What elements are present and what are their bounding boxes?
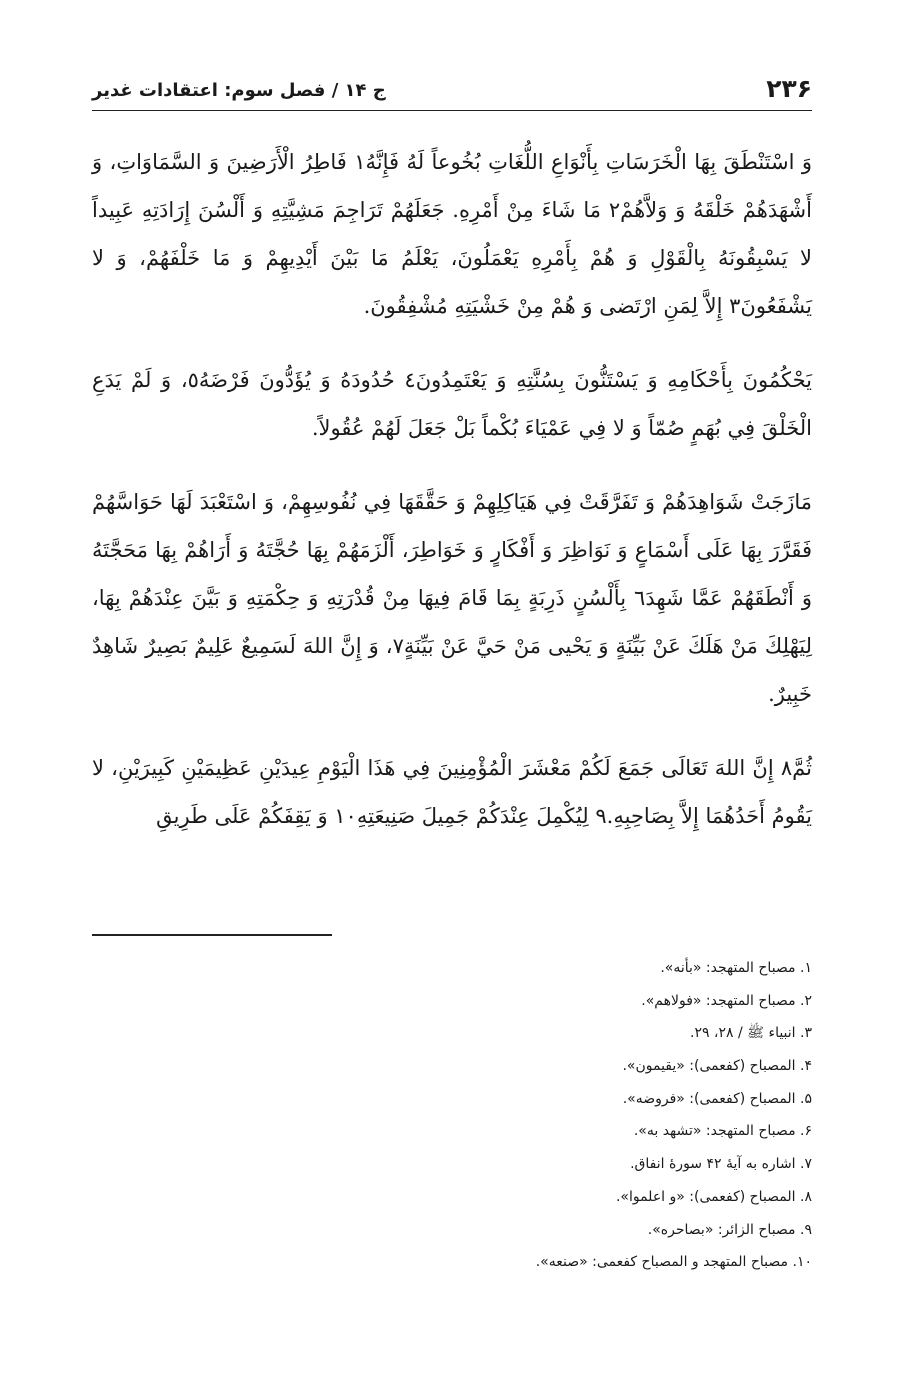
footnote: ۱۰. مصباح المتهجد و المصباح كفعمى: «صنعه». (535, 1254, 812, 1271)
footnote-divider (92, 934, 332, 936)
paragraph: وَ اسْتَنْطَقَ بِهَا الْخَرَسَاتِ بِأَنْوَاعِ اللُّغَاتِ بُخُوعاً لَهُ فَإِنَّهُ١ فَاطِرُ الْأَرَضِينَ وَ السَّمَاوَاتِ، وَ أَشْهَدَهُمْ خَلْقَهُ وَ وَلاَّهُمْ٢ مَا شَاءَ مِنْ أَمْرِهِ. جَعَلَهُمْ تَرَاجِمَ مَشِيَّتِهِ وَ أَلْسُنَ إِرَادَتِهِ عَبِيداً لا يَسْبِقُونَهُ بِالْقَوْلِ وَ هُمْ بِأَمْرِهِ يَعْمَلُونَ، يَعْلَمُ مَا بَيْنَ أَيْدِيهِمْ وَ مَا خَلْفَهُمْ، وَ لا يَشْفَعُونَ٣ إِلاَّ لِمَنِ ارْتَضى وَ هُمْ مِنْ خَشْيَتِهِ مُشْفِقُونَ. (92, 150, 812, 318)
footnote: ۶. مصباح المتهجد: «تشهد به». (633, 1123, 812, 1140)
page-number: ۲۳۶ (766, 74, 812, 103)
footnote: ۲. مصباح المتهجد: «فولاهم». (641, 992, 812, 1009)
footnotes-list (92, 952, 812, 1279)
paragraph: مَازَجَتْ شَوَاهِدَهُمْ وَ تَفَرَّقَتْ فِي هَيَاكِلِهِمْ وَ حَقَّقَهَا فِي نُفُوسِهِمْ، وَ اسْتَعْبَدَ لَهَا حَوَاسَّهُمْ فَقَرَّرَ بِهَا عَلَى أَسْمَاعٍ وَ نَوَاظِرَ وَ أَفْكَارٍ وَ خَوَاطِرَ، أَلْزَمَهُمْ بِهَا حُجَّتَهُ وَ أَرَاهُمْ بِهَا مَحَجَّتَهُ وَ أَنْطَقَهُمْ عَمَّا شَهِدَ٦ بِأَلْسُنٍ ذَرِبَةٍ بِمَا قَامَ فِيهَا مِنْ قُدْرَتِهِ وَ حِكْمَتِهِ وَ بَيَّنَ عِنْدَهُمْ بِهَا، لِيَهْلِكَ مَنْ هَلَكَ عَنْ بَيِّنَةٍ وَ يَحْيى مَنْ حَيَّ عَنْ بَيِّنَةٍ٧، وَ إِنَّ اللهَ لَسَمِيعٌ عَلِيمٌ بَصِيرٌ شَاهِدٌ خَبِيرٌ. (92, 490, 813, 706)
footnote: ۵. المصباح (كفعمى): «فروضه». (622, 1090, 812, 1107)
footnote: ۴. المصباح (كفعمى): «يقيمون». (622, 1058, 812, 1075)
footnote: ۷. اشاره به آيهٔ ۴۲ سورهٔ انفاق. (630, 1156, 812, 1173)
footnote: ۹. مصباح الزائر: «بصاحره». (647, 1221, 812, 1238)
main-text (92, 138, 812, 866)
document-page (92, 0, 812, 1390)
chapter-title: ج ۱۴ / فصل سوم: اعتقادات غدیر (92, 80, 386, 101)
footnote: ۳. انبياء ﷺ / ۲۸، ۲۹. (689, 1025, 812, 1042)
footnote: ۱. مصباح المتهجد: «بأنه». (660, 960, 812, 976)
paragraph: ثُمَّ٨ إِنَّ اللهَ تَعَالَى جَمَعَ لَكُمْ مَعْشَرَ الْمُؤْمِنِينَ فِي هَذَا الْيَوْمِ عِيدَيْنِ عَظِيمَيْنِ كَبِيرَيْنِ، لا يَقُومُ أَحَدُهُمَا إِلاَّ بِصَاحِبِهِ.٩ لِيُكْمِلَ عِنْدَكُمْ جَمِيلَ صَنِيعَتِهِ١٠ وَ يَقِفَكُمْ عَلَى طَرِيقِ (92, 756, 812, 828)
running-header (92, 70, 812, 111)
footnote: ۸. المصباح (كفعمى): «و اعلموا». (615, 1188, 812, 1205)
paragraph: يَحْكُمُونَ بِأَحْكَامِهِ وَ يَسْتَنُّونَ بِسُنَّتِهِ وَ يَعْتَمِدُونَ٤ حُدُودَهُ وَ يُؤَدُّونَ فَرْضَهُ٥، وَ لَمْ يَدَعِ الْخَلْقَ فِي بُهَمٍ صُمّاً وَ لا فِي عَمْيَاءَ بُكْماً بَلْ جَعَلَ لَهُمْ عُقُولاً. (92, 368, 813, 440)
